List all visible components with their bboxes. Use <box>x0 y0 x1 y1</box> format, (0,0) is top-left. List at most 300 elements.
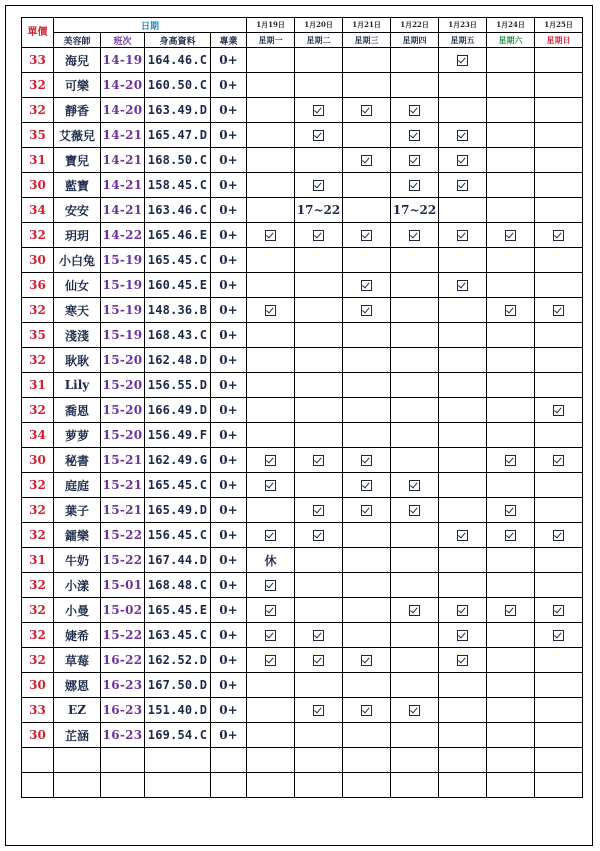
table-row <box>22 723 583 748</box>
checkbox-checked-icon <box>313 455 324 466</box>
price-cell: 32 <box>22 573 54 598</box>
day-cell[interactable] <box>391 598 439 623</box>
checkbox-checked-icon <box>409 155 420 166</box>
table-row <box>22 648 583 673</box>
day-cell[interactable] <box>535 723 583 748</box>
price-cell: 30 <box>22 448 54 473</box>
day-cell[interactable] <box>487 173 535 198</box>
day-cell[interactable] <box>487 223 535 248</box>
day-cell[interactable] <box>247 148 295 173</box>
day-cell[interactable] <box>439 698 487 723</box>
day-cell[interactable] <box>391 723 439 748</box>
checkbox-checked-icon <box>361 230 372 241</box>
price-cell: 32 <box>22 73 54 98</box>
day-cell[interactable] <box>295 398 343 423</box>
day-cell[interactable] <box>535 673 583 698</box>
day-cell[interactable] <box>487 148 535 173</box>
day-cell[interactable] <box>535 223 583 248</box>
day-cell[interactable]: 17~22 <box>391 198 439 223</box>
day-cell[interactable] <box>247 523 295 548</box>
day-cell[interactable] <box>295 448 343 473</box>
pro-cell: 0+ <box>211 423 247 448</box>
shift-cell: 14-19 <box>101 48 145 73</box>
day-cell[interactable] <box>487 348 535 373</box>
day-cell[interactable] <box>391 273 439 298</box>
empty-cell <box>343 748 391 773</box>
price-cell: 33 <box>22 698 54 723</box>
day-cell[interactable] <box>247 598 295 623</box>
checkbox-checked-icon <box>265 580 276 591</box>
pro-cell: 0+ <box>211 573 247 598</box>
day-cell[interactable] <box>247 673 295 698</box>
empty-cell <box>343 773 391 798</box>
beautician-name: 海兒 <box>54 48 101 73</box>
table-row <box>22 673 583 698</box>
day-cell[interactable] <box>535 548 583 573</box>
day-cell[interactable] <box>295 548 343 573</box>
day-cell[interactable] <box>295 423 343 448</box>
day-cell[interactable] <box>535 173 583 198</box>
beautician-name: 淺淺 <box>54 323 101 348</box>
day-cell[interactable] <box>439 523 487 548</box>
day-cell[interactable] <box>247 348 295 373</box>
shift-cell: 15-02 <box>101 598 145 623</box>
day-cell[interactable] <box>343 573 391 598</box>
day-cell[interactable] <box>247 373 295 398</box>
day-cell[interactable] <box>439 673 487 698</box>
day-cell[interactable] <box>439 548 487 573</box>
day-cell[interactable] <box>247 323 295 348</box>
spec-cell: 166.49.D <box>145 398 211 423</box>
empty-cell <box>487 748 535 773</box>
day-cell[interactable] <box>391 398 439 423</box>
day-cell[interactable] <box>391 148 439 173</box>
day-cell[interactable] <box>487 723 535 748</box>
day-cell[interactable] <box>535 48 583 73</box>
day-cell[interactable] <box>439 348 487 373</box>
day-cell[interactable] <box>535 523 583 548</box>
day-cell[interactable] <box>439 398 487 423</box>
price-cell: 31 <box>22 148 54 173</box>
day-cell[interactable] <box>343 548 391 573</box>
spec-cell: 165.46.E <box>145 223 211 248</box>
pro-cell: 0+ <box>211 398 247 423</box>
day-cell[interactable] <box>247 473 295 498</box>
day-cell[interactable] <box>295 73 343 98</box>
checkbox-checked-icon <box>361 480 372 491</box>
day-cell[interactable] <box>247 423 295 448</box>
day-cell[interactable] <box>391 448 439 473</box>
spec-cell: 165.45.C <box>145 473 211 498</box>
day-cell[interactable] <box>439 298 487 323</box>
shift-cell: 15-22 <box>101 548 145 573</box>
day-cell[interactable] <box>439 273 487 298</box>
day-cell[interactable] <box>343 448 391 473</box>
day-cell[interactable]: 休 <box>247 548 295 573</box>
empty-cell <box>54 773 101 798</box>
day-cell[interactable] <box>343 348 391 373</box>
day-cell[interactable] <box>295 623 343 648</box>
price-cell: 32 <box>22 98 54 123</box>
day-cell[interactable] <box>247 273 295 298</box>
day-cell[interactable] <box>247 398 295 423</box>
checkbox-checked-icon <box>265 230 276 241</box>
day-cell[interactable] <box>439 173 487 198</box>
day-cell[interactable] <box>391 48 439 73</box>
day-cell[interactable] <box>343 723 391 748</box>
day-cell[interactable] <box>439 123 487 148</box>
day-cell[interactable] <box>439 373 487 398</box>
day-cell[interactable] <box>391 648 439 673</box>
spec-cell: 167.50.D <box>145 673 211 698</box>
day-cell[interactable] <box>535 248 583 273</box>
day-cell[interactable] <box>247 48 295 73</box>
day-cell[interactable] <box>487 623 535 648</box>
day-cell[interactable] <box>295 673 343 698</box>
day-cell[interactable] <box>247 623 295 648</box>
price-cell: 32 <box>22 473 54 498</box>
beautician-name: 靜香 <box>54 98 101 123</box>
spec-cell: 165.47.D <box>145 123 211 148</box>
empty-cell <box>439 773 487 798</box>
day-cell[interactable] <box>439 598 487 623</box>
day-cell[interactable] <box>391 298 439 323</box>
day-cell[interactable] <box>439 73 487 98</box>
day-cell[interactable] <box>343 223 391 248</box>
weekday-cell: 星期日 <box>535 33 583 48</box>
table-row <box>22 623 583 648</box>
day-cell[interactable] <box>295 348 343 373</box>
checkbox-checked-icon <box>505 455 516 466</box>
table-row <box>22 523 583 548</box>
day-cell[interactable] <box>295 123 343 148</box>
day-cell[interactable] <box>487 498 535 523</box>
day-cell[interactable] <box>535 398 583 423</box>
day-cell[interactable] <box>535 373 583 398</box>
shift-cell: 16-23 <box>101 673 145 698</box>
day-cell[interactable] <box>535 273 583 298</box>
day-cell[interactable] <box>343 648 391 673</box>
beautician-name: 小曼 <box>54 598 101 623</box>
day-cell[interactable] <box>295 298 343 323</box>
day-cell[interactable] <box>487 448 535 473</box>
day-cell[interactable]: 17~22 <box>295 198 343 223</box>
day-cell[interactable] <box>295 273 343 298</box>
day-cell[interactable] <box>247 648 295 673</box>
spec-cell: 163.45.C <box>145 623 211 648</box>
day-cell[interactable] <box>391 623 439 648</box>
day-cell[interactable] <box>439 48 487 73</box>
day-cell[interactable] <box>295 723 343 748</box>
day-cell[interactable] <box>343 148 391 173</box>
day-cell[interactable] <box>439 498 487 523</box>
checkbox-checked-icon <box>505 530 516 541</box>
price-cell: 32 <box>22 398 54 423</box>
day-cell[interactable] <box>439 323 487 348</box>
day-cell[interactable] <box>535 323 583 348</box>
table-row <box>22 348 583 373</box>
date-cell: 1月20日 <box>295 18 343 33</box>
day-cell[interactable] <box>247 448 295 473</box>
day-cell[interactable] <box>343 523 391 548</box>
day-cell[interactable] <box>295 223 343 248</box>
day-cell[interactable] <box>439 248 487 273</box>
day-cell[interactable] <box>295 48 343 73</box>
day-cell[interactable] <box>343 198 391 223</box>
day-cell[interactable] <box>343 248 391 273</box>
day-cell[interactable] <box>439 423 487 448</box>
day-cell[interactable] <box>391 573 439 598</box>
day-cell[interactable] <box>487 323 535 348</box>
day-cell[interactable] <box>343 98 391 123</box>
day-cell[interactable] <box>535 73 583 98</box>
day-cell[interactable] <box>535 423 583 448</box>
pro-cell: 0+ <box>211 298 247 323</box>
price-header: 單價 <box>22 18 54 48</box>
shift-cell: 15-19 <box>101 273 145 298</box>
shift-cell: 15-20 <box>101 348 145 373</box>
table-row <box>22 573 583 598</box>
table-row <box>22 123 583 148</box>
spec-cell: 165.45.C <box>145 248 211 273</box>
day-cell[interactable] <box>343 323 391 348</box>
spec-cell: 163.49.D <box>145 98 211 123</box>
shift-cell: 15-19 <box>101 298 145 323</box>
table-row <box>22 598 583 623</box>
checkbox-checked-icon <box>457 280 468 291</box>
beautician-name: 鐳樂 <box>54 523 101 548</box>
checkbox-checked-icon <box>313 705 324 716</box>
day-cell[interactable] <box>391 98 439 123</box>
beautician-name: 小白兔 <box>54 248 101 273</box>
day-cell[interactable] <box>439 473 487 498</box>
checkbox-checked-icon <box>409 130 420 141</box>
day-cell[interactable] <box>439 198 487 223</box>
day-cell[interactable] <box>343 73 391 98</box>
checkbox-checked-icon <box>457 130 468 141</box>
schedule-table <box>21 17 583 798</box>
price-cell: 31 <box>22 548 54 573</box>
day-cell[interactable] <box>487 98 535 123</box>
day-cell[interactable] <box>343 123 391 148</box>
empty-cell <box>295 773 343 798</box>
day-cell[interactable] <box>343 298 391 323</box>
day-cell[interactable] <box>487 73 535 98</box>
beautician-name: 寒天 <box>54 298 101 323</box>
day-cell[interactable] <box>439 148 487 173</box>
day-cell[interactable] <box>343 598 391 623</box>
empty-cell <box>247 773 295 798</box>
pro-cell: 0+ <box>211 498 247 523</box>
checkbox-checked-icon <box>313 655 324 666</box>
checkbox-checked-icon <box>409 505 420 516</box>
day-cell[interactable] <box>487 398 535 423</box>
day-cell[interactable] <box>391 323 439 348</box>
day-cell[interactable] <box>343 273 391 298</box>
day-cell[interactable] <box>247 298 295 323</box>
checkbox-checked-icon <box>361 655 372 666</box>
day-cell[interactable] <box>487 298 535 323</box>
day-cell[interactable] <box>343 423 391 448</box>
day-cell[interactable] <box>247 198 295 223</box>
day-cell[interactable] <box>535 348 583 373</box>
day-cell[interactable] <box>343 173 391 198</box>
weekday-cell: 星期三 <box>343 33 391 48</box>
day-cell[interactable] <box>439 648 487 673</box>
beautician-name: 艾薇兒 <box>54 123 101 148</box>
checkbox-checked-icon <box>457 630 468 641</box>
day-cell[interactable] <box>535 448 583 473</box>
spec-cell: 162.49.G <box>145 448 211 473</box>
day-cell[interactable] <box>343 48 391 73</box>
day-cell[interactable] <box>247 248 295 273</box>
table-row <box>22 198 583 223</box>
table-row <box>22 173 583 198</box>
day-cell[interactable] <box>295 248 343 273</box>
day-cell[interactable] <box>535 473 583 498</box>
day-cell[interactable] <box>487 198 535 223</box>
day-cell[interactable] <box>487 48 535 73</box>
beautician-name: 玥玥 <box>54 223 101 248</box>
day-cell[interactable] <box>391 698 439 723</box>
day-cell[interactable] <box>343 498 391 523</box>
day-cell[interactable] <box>247 73 295 98</box>
day-cell[interactable] <box>391 523 439 548</box>
day-cell[interactable] <box>343 623 391 648</box>
day-cell[interactable] <box>487 523 535 548</box>
shift-cell: 14-20 <box>101 98 145 123</box>
checkbox-checked-icon <box>313 630 324 641</box>
checkbox-checked-icon <box>265 630 276 641</box>
shift-cell: 15-21 <box>101 448 145 473</box>
day-cell[interactable] <box>391 73 439 98</box>
day-cell[interactable] <box>391 173 439 198</box>
day-cell[interactable] <box>535 648 583 673</box>
price-cell: 32 <box>22 598 54 623</box>
day-cell[interactable] <box>535 298 583 323</box>
date-cell: 1月21日 <box>343 18 391 33</box>
day-cell[interactable] <box>391 348 439 373</box>
day-cell[interactable] <box>247 98 295 123</box>
spec-cell: 160.45.E <box>145 273 211 298</box>
day-cell[interactable] <box>295 573 343 598</box>
day-cell[interactable] <box>391 123 439 148</box>
day-cell[interactable] <box>295 323 343 348</box>
day-cell[interactable] <box>487 648 535 673</box>
day-cell[interactable] <box>391 673 439 698</box>
day-cell[interactable] <box>391 473 439 498</box>
price-cell: 32 <box>22 498 54 523</box>
beautician-name: 婕希 <box>54 623 101 648</box>
day-cell[interactable] <box>535 148 583 173</box>
checkbox-checked-icon <box>265 480 276 491</box>
date-cell: 1月23日 <box>439 18 487 33</box>
beautician-name: 仙女 <box>54 273 101 298</box>
day-cell[interactable] <box>343 373 391 398</box>
day-cell[interactable] <box>247 223 295 248</box>
day-cell[interactable] <box>247 173 295 198</box>
checkbox-checked-icon <box>457 530 468 541</box>
checkbox-checked-icon <box>409 605 420 616</box>
day-cell[interactable] <box>247 698 295 723</box>
day-cell[interactable] <box>343 473 391 498</box>
day-cell[interactable] <box>391 498 439 523</box>
day-cell[interactable] <box>295 473 343 498</box>
day-cell[interactable] <box>295 373 343 398</box>
day-cell[interactable] <box>487 473 535 498</box>
day-cell[interactable] <box>487 373 535 398</box>
date-header: 日期 <box>54 18 247 33</box>
day-cell[interactable] <box>247 573 295 598</box>
checkbox-checked-icon <box>361 155 372 166</box>
day-cell[interactable] <box>487 598 535 623</box>
day-cell[interactable] <box>391 248 439 273</box>
checkbox-checked-icon <box>553 630 564 641</box>
day-cell[interactable] <box>343 698 391 723</box>
day-cell[interactable] <box>487 273 535 298</box>
day-cell[interactable] <box>391 373 439 398</box>
day-cell[interactable] <box>439 98 487 123</box>
day-cell[interactable] <box>295 523 343 548</box>
day-cell[interactable] <box>439 623 487 648</box>
checkbox-checked-icon <box>505 505 516 516</box>
col-header-shift: 班次 <box>101 33 145 48</box>
day-cell[interactable] <box>439 723 487 748</box>
day-cell[interactable] <box>295 173 343 198</box>
day-cell[interactable] <box>487 423 535 448</box>
day-cell[interactable] <box>487 123 535 148</box>
day-cell[interactable] <box>535 573 583 598</box>
day-cell[interactable] <box>487 573 535 598</box>
day-cell[interactable] <box>343 673 391 698</box>
day-cell[interactable] <box>487 698 535 723</box>
weekday-cell: 星期一 <box>247 33 295 48</box>
day-cell[interactable] <box>439 573 487 598</box>
price-cell: 34 <box>22 198 54 223</box>
day-cell[interactable] <box>535 598 583 623</box>
day-cell[interactable] <box>439 223 487 248</box>
shift-cell: 15-01 <box>101 573 145 598</box>
pro-cell: 0+ <box>211 48 247 73</box>
day-cell[interactable] <box>247 723 295 748</box>
day-cell[interactable] <box>487 673 535 698</box>
day-cell[interactable] <box>487 548 535 573</box>
day-cell[interactable] <box>247 123 295 148</box>
day-cell[interactable] <box>439 448 487 473</box>
day-cell[interactable] <box>535 123 583 148</box>
day-cell[interactable] <box>535 98 583 123</box>
price-cell: 34 <box>22 423 54 448</box>
day-cell[interactable] <box>295 148 343 173</box>
day-cell[interactable] <box>295 598 343 623</box>
day-cell[interactable] <box>535 198 583 223</box>
day-cell[interactable] <box>535 498 583 523</box>
day-cell[interactable] <box>247 498 295 523</box>
day-cell[interactable] <box>391 223 439 248</box>
day-cell[interactable] <box>535 698 583 723</box>
day-cell[interactable] <box>343 398 391 423</box>
day-cell[interactable] <box>391 423 439 448</box>
day-cell[interactable] <box>295 648 343 673</box>
shift-cell: 16-22 <box>101 648 145 673</box>
beautician-name: EZ <box>54 698 101 723</box>
day-cell[interactable] <box>391 548 439 573</box>
day-cell[interactable] <box>295 698 343 723</box>
day-cell[interactable] <box>295 498 343 523</box>
day-cell[interactable] <box>295 98 343 123</box>
day-cell[interactable] <box>535 623 583 648</box>
day-cell[interactable] <box>487 248 535 273</box>
